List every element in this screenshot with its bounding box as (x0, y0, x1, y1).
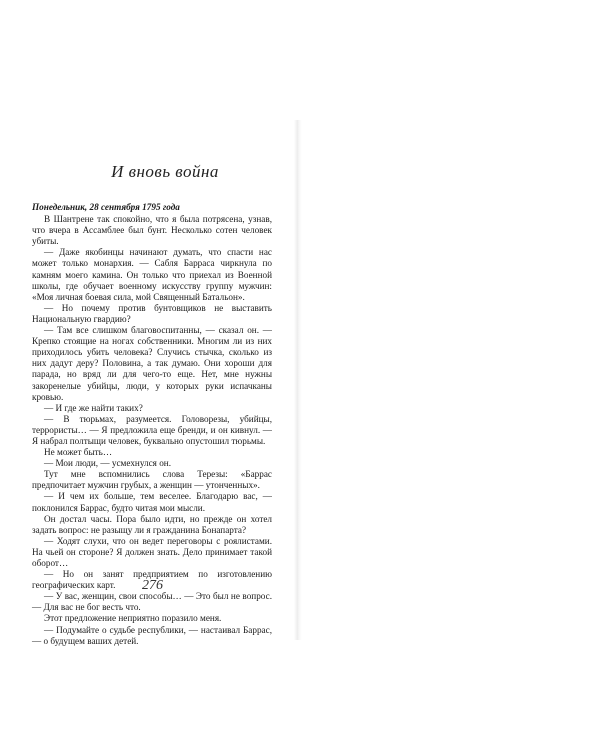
paragraph: — Даже якобинцы начинают думать, что спасти нас может только монархия. — Сабля Барраса чиркнула по камням моего камина. Он только что приехал из Военной школы, где обучает военному искусству группу мужчин: «Моя личная боевая сила, мой Священный Батальон». (32, 247, 272, 302)
paragraph: — И чем их больше, тем веселее. Благодарю вас, — поклонился Баррас, будто читая мои мысли. (32, 491, 272, 513)
paragraph: — Ходят слухи, что он ведет переговоры с роялистами. На чьей он стороне? Я должен знать. Дело принимает такой оборот… (32, 535, 272, 568)
paragraph: В Шантрене так спокойно, что я была потрясена, узнав, что вчера в Ассамблее был бунт. Несколько сотен человек убиты. (32, 214, 272, 247)
paragraph: Не может быть… (44, 447, 113, 458)
paragraph: — В тюрьмах, разумеется. Головорезы, убийцы, террористы… — Я предложила еще бренди, и он кивнул. — Я набрал полтыщи человек, буквально опустошил тюрьмы. (32, 413, 272, 446)
paragraph: Этот предложение неприятно поразило меня. (44, 613, 222, 624)
right-page (300, 0, 600, 750)
chapter-title: И вновь война (111, 162, 219, 181)
paragraph: — У вас, женщин, свои способы… — Это был не вопрос. — Для вас не бог весть что. (32, 591, 272, 613)
paragraph: — Там все слишком благовоспитанны, — сказал он. — Крепко стоящие на ногах собственники. Многим ли из них приходилось убить человека? Случись стычка, сколько из них дадут деру? Половина, а так думаю. Они хороши для парада, но вряд ли для чего-то еще. Нет, мне нужны закоренелые убийцы, люди, у которых руки испачканы кровью. (32, 325, 272, 402)
paragraph: — И где же найти таких? (44, 402, 143, 413)
paragraph: — Но почему против бунтовщиков не выставить Национальную гвардию? (32, 302, 272, 324)
paragraph: — Мои люди, — усмехнулся он. (44, 458, 172, 469)
paragraph: Тут мне вспомнились слова Терезы: «Баррас предпочитает мужчин грубых, а женщин — утонченных». (32, 469, 272, 491)
page-number-left: 276 (142, 578, 163, 593)
paragraph: — Но он занят предприятием по изготовлению географических карт. (32, 569, 272, 591)
date-heading: Понедельник, 28 сентября 1795 года (32, 202, 180, 212)
paragraph: Он достал часы. Пора было идти, но прежде он хотел задать вопрос: не разыщу ли я гражданина Бонапарта? (32, 513, 272, 535)
paragraph: — Подумайте о судьбе республики, — настаивал Баррас, — о будущем ваших детей. (32, 624, 272, 646)
